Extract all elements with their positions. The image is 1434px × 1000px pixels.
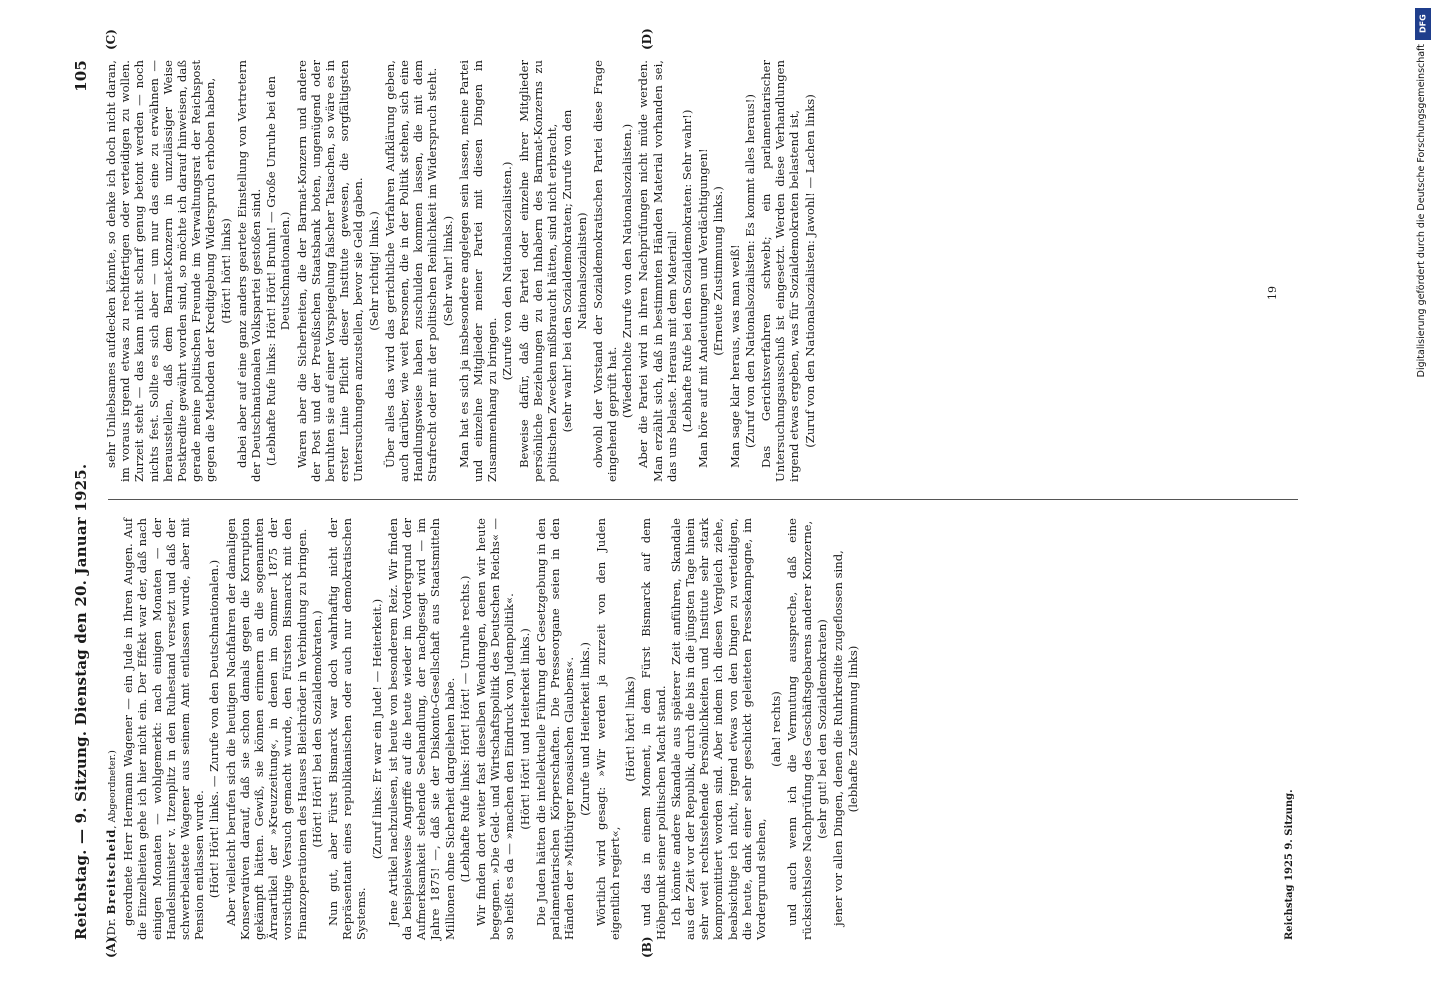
interjection: (sehr gut! bei den Sozialdemokraten) (814, 619, 829, 839)
column-left (104, 518, 862, 940)
interjection: (Zurufe von den Nationalsozialisten.) (500, 161, 515, 381)
page-number: 105 (72, 60, 90, 92)
speaker-name: Breitscheid (104, 828, 118, 915)
paragraph: obwohl der Vorstand der Sozialdemokratischen Partei diese Frage eingehend geprüft hat. (590, 60, 619, 482)
interjection: (Zuruf von den Nationalsozialisten: Es kommt alles heraus!) (742, 94, 757, 448)
paragraph: Die Juden hätten die intellektuelle Führung der Gesetzgebung in den parlamentarischen Körperschaften. Die Presseorgane seien in den Händen der »Mitbürger mosaischen Glaubens«. (533, 518, 577, 940)
interjection: (Lebhafte Rufe links: Hört! Hört! — Unruhe rechts.) (457, 575, 472, 883)
paragraph: Wir finden dort weiter fast dieselben Wendungen, denen wir heute begegnen. »Die Geld- und Wirtschaftspolitik des Deutschen Reichs« — so heißt es da — »machen den Eindruck von Judenpolitik«. (474, 518, 517, 940)
interjection: (Sehr richtig! links.) (366, 211, 381, 331)
paragraph: Waren aber die Sicherheiten, die der Barmat-Konzern und andere der Post und der Preußischen Staatsbank boten, ungenügend oder beruhten sie auf einer Vorspiegelung falscher Tatsachen, so wäre es in erster Linie Pflicht dieser Institute gewesen, die sorgfältigsten Untersuchungen anzustellen, bevor sie Geld gaben. (294, 60, 366, 482)
interjection: (Hört! Hört! links. — Zurufe von den Deutschnationalen.) (207, 559, 222, 899)
signature-mark: 19 (1266, 286, 1279, 300)
column-right (104, 60, 819, 482)
interjection: (Erneute Zustimmung links.) (711, 186, 726, 356)
paragraph: Nun gut, aber Fürst Bismarck war doch wahrhaftig nicht der Repräsentant eines republikanischen oder auch nur demokratischen Systems. (326, 518, 369, 940)
paragraph: Das Gerichtsverfahren schwebt; ein parlamentarischer Untersuchungsausschuß ist eingesetzt. Werden diese Verhandlungen irgend etwas ergeben, was für Sozialdemokraten belastend ist, (758, 60, 802, 482)
paragraph: Man höre auf mit Andeutungen und Verdächtigungen! (696, 148, 711, 468)
interjection: (Lebhafte Rufe bei den Sozialdemokraten: Sehr wahr!) (679, 109, 694, 433)
interjection: (Wiederholte Zurufe von den Nationalsozialisten.) (620, 123, 635, 419)
column-divider (108, 499, 1298, 500)
interjection: (Hört! Hört! und Heiterkeit links.) (517, 628, 532, 830)
paragraph: Aber die Partei wird in ihren Nachprüfungen nicht müde werden. Man erzählt sich, daß in bestimmten Händen Material vorhanden sei, das uns belaste. Heraus mit dem Material! (636, 60, 679, 482)
column-right-body (104, 60, 817, 482)
interjection: (Lebhafte Rufe links: Hört! Hört! Bruhn! — Große Unruhe bei den Deutschnationalen.) (264, 76, 293, 466)
paragraph: und auch wenn ich die Vermutung ausspreche, daß eine rücksichtslose Nachprüfung des Geschäftsgebarens anderer Konzerne, (785, 518, 814, 940)
interjection: (sehr wahr! bei den Sozialdemokraten; Zurufe von den Nationalsozialisten) (560, 109, 589, 433)
paragraph: Über alles das wird das gerichtliche Verfahren Aufklärung geben, auch darüber, wie weit Personen, die in der Politik stehen, sich eine Handlungsweise haben zuschulden kommen lassen, die mit dem Strafrecht oder mit der politischen Reinlichkeit im Widerspruch steht. (382, 60, 440, 482)
speaker-prefix: (Dr. (104, 918, 118, 940)
paragraph: Man sage klar heraus, was man weiß! (727, 244, 742, 468)
paragraph: Aber vielleicht berufen sich die heutigen Nachfahren der damaligen Konservativen darauf, daß sie schon damals gegen die Korruption gekämpft hätten. Gewiß, sie können erinnern an die sogenannten Ärraartikel der »Kreuzzeitung«, in denen im Sommer 1875 der vorsichtige Versuch gemacht wurde, den Fürsten Bismarck mit den Finanzoperationen des Hauses Bleichröder in Verbindung zu bringen. (223, 518, 309, 940)
interjection: (Zuruf links: Er war ein Jude! — Heiterkeit.) (369, 598, 384, 860)
paragraph: dabei aber auf eine ganz anders geartete Einstellung von Vertretern der Deutschnationalen Volkspartei gestoßen sind. (234, 60, 264, 482)
margin-marker-c: (C) (104, 29, 118, 50)
interjection: (Zuruf von den Nationalsozialisten: Jawohl! — Lachen links) (802, 94, 817, 448)
interjection: (Hört! hört! links) (218, 218, 233, 324)
rotated-document-page (70, 28, 1310, 958)
paragraph: jener vor allen Dingen, denen die Ruhrkredite zugeflossen sind, (830, 550, 845, 926)
paragraph: Ich könnte andere Skandale aus späterer Zeit anführen, Skandale aus der Zeit vor der Republik, durch die bis in die jüngsten Tage hinein sehr weit rechtsstehende Persönlichkeiten und Institute sehr stark kompromittiert worden sind. Aber indem ich diesen Vergleich ziehe, beabsichtige ich nicht, irgend etwas von den Dingen zu verteidigen, die heute, dank einer sehr geschickt geleiteten Pressekampagne, im Vordergrund stehen, (668, 518, 768, 940)
paragraph: sehr Unliebsames aufdecken könnte, so denke ich doch nicht daran, im voraus irgend etwas zu rechtfertigen oder verteidigen zu wollen. Zurzeit steht — das kann nicht scharf genug betont werden — noch nichts fest. Sollte es sich aber — um nur das eine zu erwähnen — herausstellen, daß dem Barmat-Konzern in unzulässiger Weise Postkredite gewährt worden sind, so möchte ich darauf hinweisen, daß gerade meine politischen Freunde im Verwaltungsrat der Reichspost gegen die Methoden der Kreditgebung Widerspruch erhoben haben, (104, 60, 218, 482)
margin-marker-d: (D) (640, 28, 654, 50)
interjection: (lebhafte Zustimmung links) (846, 645, 861, 813)
margin-marker-a: (A) (104, 937, 118, 958)
interjection: (Hört! hört! links) (623, 676, 638, 782)
interjection: (aha! rechts) (769, 691, 784, 767)
header-title: Reichstag. — 9. Sitzung. Dienstag den 20. Januar 1925. (72, 463, 90, 940)
speaker-line (104, 518, 120, 940)
interjection: (Zurufe und Heiterkeit links.) (577, 642, 592, 816)
margin-marker-b: (B) (640, 936, 654, 958)
speaker-role: , Abgeordneter.) (107, 750, 118, 829)
paragraph: und das in einem Moment, in dem Fürst Bismarck auf dem Höhepunkt seiner politischen Macht stand. (639, 518, 668, 940)
paragraph: Jene Artikel nachzulesen, ist heute von besonderem Reiz. Wir finden da beispielsweise Angriffe auf die heute wieder im Vordergrund der Aufmerksamkeit stehende Seehandlung, der nachgesagt wird — im Jahre 1875! —, daß sie der Diskonto-Gesellschaft aus Staatsmitteln Millionen ohne Sicherheit dargeliehen habe. (385, 518, 457, 940)
paragraph: geordnete Herr Hermann Wagener — ein Jude in Ihren Augen. Auf die Einzelheiten gehe ich hier nicht ein. Der Effekt war der, daß nach einigen Monaten — wohlgemerkt: nach einigen Monaten — der Handelsminister v. Itzenplitz in den Ruhestand versetzt und daß der schwerbelastete Wagener aus seinem Amt entlassen wurde, aber mit Pension entlassen wurde. (121, 518, 207, 940)
page-header (70, 60, 96, 940)
paragraph: Beweise dafür, daß die Partei oder einzelne ihrer Mitglieder persönliche Beziehungen zu den Inhabern des Barmat-Konzerns zu politischen Zwecken mißbraucht hätten, sind nicht erbracht, (516, 60, 560, 482)
interjection: (Sehr wahr! links.) (440, 215, 455, 327)
dfg-credit-text: Digitalisierung gefördert durch die Deutsche Forschungsgemeinschaft (1416, 44, 1427, 378)
interjection: (Hört! Hört! bei den Sozialdemokraten.) (309, 610, 324, 848)
column-left-body (121, 518, 860, 940)
footer-session: Reichstag 1925 9. Sitzung. (1284, 789, 1295, 940)
paragraph: Wörtlich wird gesagt: »Wir werden ja zurzeit von den Juden eigentlich regiert«, (593, 518, 622, 940)
paragraph: Man hat es sich ja insbesondere angelegen sein lassen, meine Partei und einzelne Mitglieder meiner Partei mit diesen Dingen in Zusammenhang zu bringen. (456, 60, 500, 482)
dfg-logo: DFG (1415, 8, 1431, 40)
